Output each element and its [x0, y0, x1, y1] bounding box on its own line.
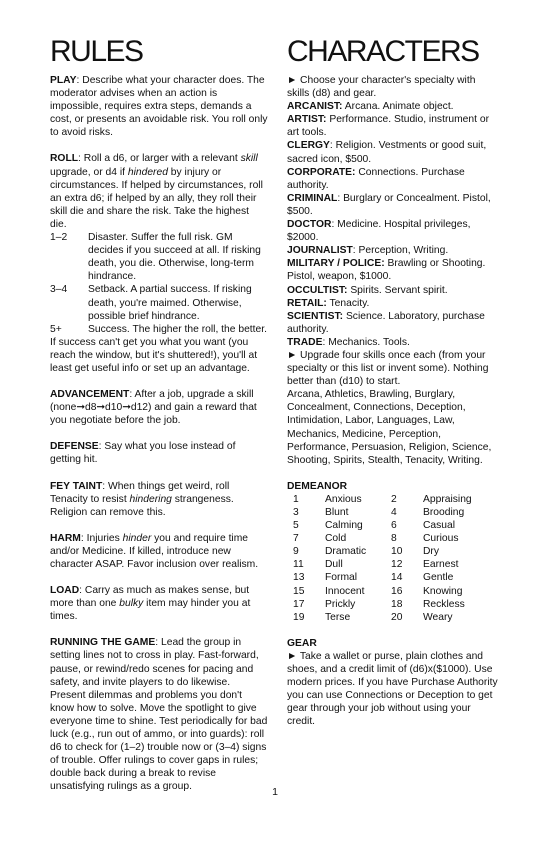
specialty-item: CRIMINAL: Burglary or Concealment. Pistol, $500.	[287, 192, 491, 217]
demeanor-row	[293, 571, 489, 584]
demeanor-word: Gentle	[423, 572, 454, 584]
specialty-item: TRADE: Mechanics. Tools.	[287, 336, 410, 348]
demeanor-word: Terse	[325, 611, 351, 623]
demeanor-word: Reckless	[423, 598, 465, 610]
roll-result-row: 3–4 Setback. A partial success. If risking death, you're maimed. Otherwise, possible brief hindrance.	[50, 284, 252, 322]
fey-taint-rule: FEY TAINT: When things get weird, roll Tenacity to resist hindering strangeness. Religion can remove this.	[50, 480, 234, 518]
roll-result-row: 1–2 Disaster. Suffer the full risk. GM decides if you succeed at all. If risking death, you die. Otherwise, long-term hindrance.	[50, 232, 261, 283]
demeanor-row	[293, 532, 489, 545]
demeanor-word: Knowing	[423, 585, 463, 597]
specialty-item: JOURNALIST: Perception, Writing.	[287, 245, 449, 257]
demeanor-number: 20	[391, 611, 403, 623]
roll-results	[50, 231, 268, 336]
demeanor-word: Brooding	[423, 507, 465, 518]
page-number: 1	[272, 786, 278, 798]
demeanor-number: 2	[391, 493, 397, 505]
specialty-item: CLERGY: Religion. Vestments or good suit, sacred icon, $500.	[287, 140, 487, 165]
characters-column	[287, 36, 500, 729]
advancement-rule: ADVANCEMENT: After a job, upgrade a skill (none➞d8➞d10➞d12) and gain a reward that you negotiate before the job.	[50, 389, 257, 427]
characters-intro: ► Choose your character's specialty with skills (d8) and gear.	[287, 75, 476, 100]
harm-rule: HARM: Injuries hinder you and require time and/or Medicine. If killed, introduce new character ASAP. Favor inclusion over realism.	[50, 532, 259, 570]
demeanor-row	[293, 585, 489, 598]
demeanor-number: 17	[293, 598, 305, 610]
demeanor-row	[293, 506, 489, 519]
specialty-item: ARTIST: Performance. Studio, instrument or art tools.	[287, 114, 490, 139]
demeanor-word: Weary	[423, 611, 453, 623]
demeanor-word: Formal	[325, 572, 358, 584]
demeanor-row	[293, 519, 489, 532]
gear-heading: GEAR	[287, 637, 317, 649]
demeanor-word: Dramatic	[325, 546, 367, 558]
demeanor-word: Earnest	[423, 559, 459, 571]
demeanor-number: 19	[293, 611, 305, 623]
demeanor-number: 8	[391, 533, 397, 545]
demeanor-number: 3	[293, 507, 299, 518]
demeanor-word: Blunt	[325, 507, 349, 518]
demeanor-number: 16	[391, 585, 403, 597]
upgrade-text: ► Upgrade four skills once each (from your specialty or this list or invent some). Nothing better than (d10) to start.	[287, 349, 489, 388]
demeanor-number: 4	[391, 507, 397, 518]
demeanor-number: 18	[391, 598, 403, 610]
demeanor-number: 10	[391, 546, 403, 558]
demeanor-number: 7	[293, 533, 299, 545]
demeanor-word: Innocent	[325, 585, 365, 597]
specialty-item: ARCANIST: Arcana. Animate object.	[287, 101, 454, 113]
specialty-item: SCIENTIST: Science. Laboratory, purchase authority.	[287, 310, 485, 335]
demeanor-number: 11	[293, 559, 304, 571]
specialty-item: RETAIL: Tenacity.	[287, 297, 370, 309]
demeanor-number: 9	[293, 546, 299, 558]
gear-text: ► Take a wallet or purse, plain clothes and shoes, and a credit limit of (d6)x($1000). Use modern prices. If you have Purchase Authority you can use Connections or Deception to get gear through your job without using your credit.	[287, 650, 498, 728]
skills-list: Arcana, Athletics, Brawling, Burglary, Concealment, Connections, Deception, Intimidation, Labor, Languages, Law, Mechanics, Medicine, Perception, Performance, Persuasion, Religion, Science, Shooting, Spirits, Stealth, Tenacity, Writing.	[287, 389, 492, 466]
rules-heading: RULES	[50, 35, 143, 68]
demeanor-word: Curious	[423, 533, 459, 545]
demeanor-row	[293, 545, 489, 558]
demeanor-word: Casual	[423, 520, 456, 532]
demeanor-word: Prickly	[325, 598, 356, 610]
demeanor-row	[293, 558, 489, 571]
load-rule: LOAD: Carry as much as makes sense, but more than one bulky item may hinder you at times.	[50, 585, 251, 623]
defense-rule: DEFENSE: Say what you lose instead of getting hit.	[50, 441, 236, 466]
rules-column	[50, 36, 268, 794]
demeanor-word: Dry	[423, 546, 440, 558]
demeanor-number: 15	[293, 585, 305, 597]
specialty-item: OCCULTIST: Spirits. Servant spirit.	[287, 284, 448, 296]
demeanor-word: Cold	[325, 533, 347, 545]
specialty-item: DOCTOR: Medicine. Hospital privileges, $2000.	[287, 219, 471, 244]
specialty-item: CORPORATE: Connections. Purchase authority.	[287, 166, 465, 191]
play-rule: PLAY: Describe what your character does. The moderator advises when an action is impossible, requires extra steps, demands a cost, or presents an avoidable risk. You roll only to avoid risks.	[50, 75, 268, 139]
demeanor-number: 12	[391, 559, 403, 571]
demeanor-row	[293, 611, 489, 624]
demeanor-word: Anxious	[325, 493, 362, 505]
demeanor-number: 5	[293, 520, 299, 532]
demeanor-word: Dull	[325, 559, 343, 571]
demeanor-word: Calming	[325, 520, 363, 532]
demeanor-number: 13	[293, 572, 305, 584]
demeanor-row	[293, 598, 489, 611]
specialty-item: MILITARY / POLICE: Brawling or Shooting. Pistol, weapon, $1000.	[287, 258, 486, 283]
characters-heading: CHARACTERS	[287, 35, 479, 68]
demeanor-table	[293, 493, 489, 624]
demeanor-word: Appraising	[423, 493, 472, 505]
demeanor-number: 14	[391, 572, 403, 584]
roll-rule: ROLL: Roll a d6, or larger with a relevant skill upgrade, or d4 if hindered by injury or circumstances. If helped by circumstances, roll an extra d6; if helped by an ally, they roll their skill die and share the risk. Take the highest die.	[50, 153, 263, 230]
roll-after: If success can't get you what you want (you reach the window, but it's shuttered!), you'll at least get useful info or set up an advantage.	[50, 336, 258, 374]
demeanor-heading: DEMEANOR	[287, 480, 348, 492]
running-game-rule: RUNNING THE GAME: Lead the group in setting lines not to cross in play. Fast-forward, pause, or rewind/redo scenes for pacing and safety, and invite players to do likewise. Present dilemmas and problems you don't know how to solve. Move the spotlight to give everyone time to shine. Test periodically for bad luck (e.g., run out of ammo, or into guards): roll d6 to check for (1–2) trouble now or (3–4) signs of trouble. Offer rulings to cover gaps in rules; double back during a break to revise unsatisfying rulings as a group.	[50, 637, 268, 793]
demeanor-number: 6	[391, 520, 397, 532]
demeanor-row	[293, 493, 489, 506]
demeanor-number: 1	[293, 493, 299, 505]
roll-result-row: 5+ Success. The higher the roll, the better.	[50, 323, 267, 335]
